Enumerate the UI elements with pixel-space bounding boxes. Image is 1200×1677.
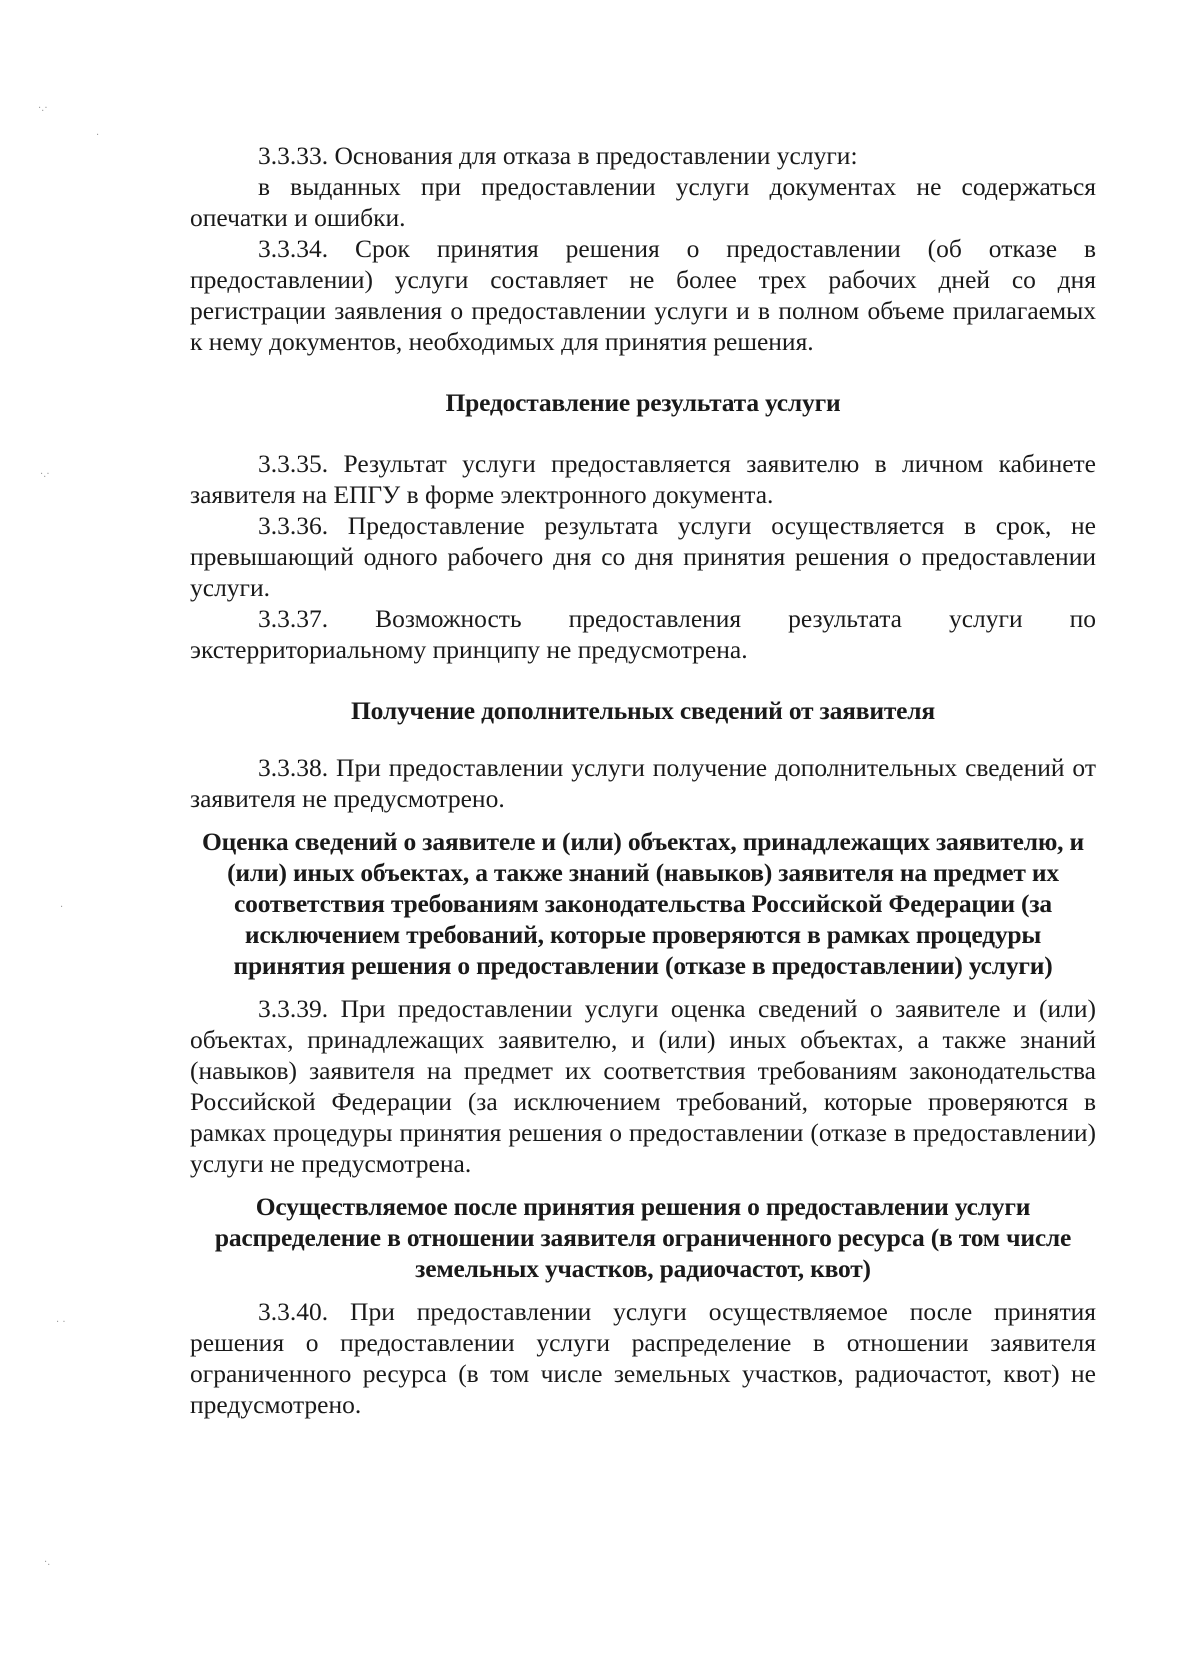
paragraph-3-3-34: 3.3.34. Срок принятия решения о предоставлении (об отказе в предоставлении) услуги составляет не более трех рабочих дней со дня регистрации заявления о предоставлении услуги и в полном объеме прилагаемых к нему документов, необходимых для принятия решения. (190, 234, 1096, 356)
scan-speck: ·.· (38, 103, 48, 114)
document-page (190, 140, 1096, 1420)
scan-speck: . (96, 127, 100, 138)
paragraph-3-3-37: 3.3.37. Возможность предоставления результата услуги по экстерриториальному принципу не предусмотрена. (190, 604, 1096, 664)
scan-speck: ·.· (40, 469, 50, 480)
heading-additional-info: Получение дополнительных сведений от заявителя (351, 696, 935, 725)
paragraph-3-3-38: 3.3.38. При предоставлении услуги получение дополнительных сведений от заявителя не предусмотрено. (190, 753, 1096, 813)
paragraph-3-3-33-detail: в выданных при предоставлении услуги документах не содержаться опечатки и ошибки. (190, 172, 1096, 232)
paragraph-3-3-40: 3.3.40. При предоставлении услуги осуществляемое после принятия решения о предоставлении услуги распределение в отношении заявителя ограниченного ресурса (в том числе земельных участков, радиочастот, квот) не предусмотрено. (190, 1297, 1096, 1419)
paragraph-3-3-33: 3.3.33. Основания для отказа в предоставлении услуги: (258, 141, 858, 170)
heading-limited-resource: Осуществляемое после принятия решения о предоставлении услуги распределение в отношении заявителя ограниченного ресурса (в том числе земельных участков, радиочастот, квот) (214, 1192, 1072, 1283)
heading-applicant-assessment: Оценка сведений о заявителе и (или) объектах, принадлежащих заявителю, и (или) иных объектах, а также знаний (навыков) заявителя на предмет их соответствия требованиям законодательства Российской Федерации (за исключением требований, которые проверяются в рамках процедуры принятия решения о предоставлении (отказе в предоставлении) услуги) (202, 827, 1084, 980)
scan-speck: . (60, 899, 64, 910)
paragraph-3-3-36: 3.3.36. Предоставление результата услуги осуществляется в срок, не превышающий одного рабочего дня со дня принятия решения о предоставлении услуги. (190, 511, 1096, 602)
scan-speck: ·. (44, 1557, 51, 1568)
heading-result-provision: Предоставление результата услуги (445, 388, 841, 417)
scan-speck: · · (56, 1317, 66, 1328)
paragraph-3-3-39: 3.3.39. При предоставлении услуги оценка сведений о заявителе и (или) объектах, принадлежащих заявителю, и (или) иных объектах, а также знаний (навыков) заявителя на предмет их соответствия требованиям законодательства Российской Федерации (за исключением требований, которые проверяются в рамках процедуры принятия решения о предоставлении (отказе в предоставлении) услуги не предусмотрена. (190, 994, 1096, 1178)
paragraph-3-3-35: 3.3.35. Результат услуги предоставляется заявителю в личном кабинете заявителя на ЕПГУ в форме электронного документа. (190, 449, 1096, 509)
